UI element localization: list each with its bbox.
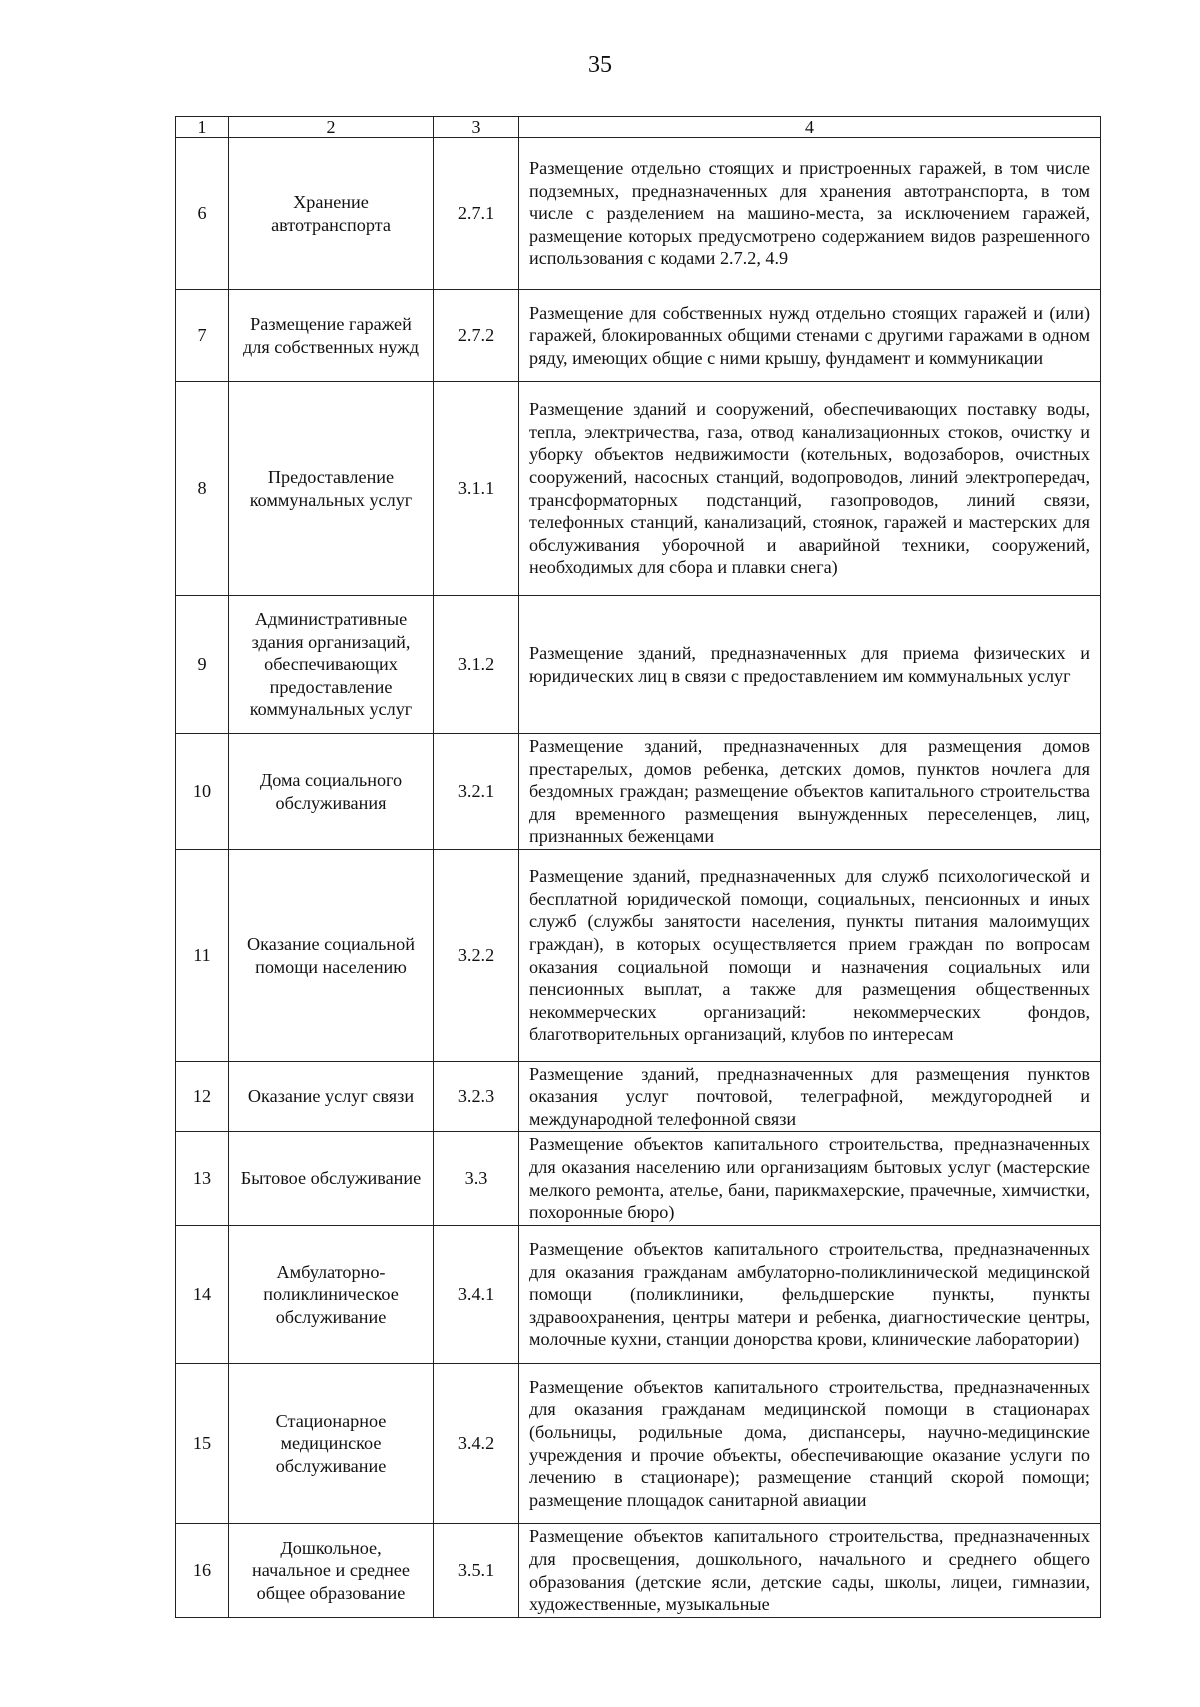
use-name: Размещение гаражей для собственных нужд bbox=[229, 290, 434, 382]
row-number: 12 bbox=[176, 1062, 229, 1132]
header-cell: 1 bbox=[176, 117, 229, 138]
row-number: 10 bbox=[176, 734, 229, 850]
use-code: 3.2.1 bbox=[434, 734, 519, 850]
use-description: Размещение зданий, предназначенных для служб психологической и бесплатной юридической помощи, социальных, пенсионных и иных служб (службы занятости населения, пункты питания малоимущих граждан), в которых осуществляется прием граждан по вопросам оказания социальной помощи и назначения социальных или пенсионных выплат, а также для размещения общественных некоммерческих организаций: некоммерческих фондов, благотворительных организаций, клубов по интересам bbox=[519, 850, 1101, 1062]
use-description: Размещение отдельно стоящих и пристроенных гаражей, в том числе подземных, предназначенных для хранения автотранспорта, в том числе с разделением на машино-места, за исключением гаражей, размещение которых предусмотрено содержанием видов разрешенного использования с кодами 2.7.2, 4.9 bbox=[519, 138, 1101, 290]
table-row bbox=[176, 138, 1101, 290]
table-row bbox=[176, 1132, 1101, 1226]
row-number: 9 bbox=[176, 596, 229, 734]
use-description: Размещение зданий, предназначенных для приема физических и юридических лиц в связи с предоставлением им коммунальных услуг bbox=[519, 596, 1101, 734]
table-row bbox=[176, 850, 1101, 1062]
row-number: 8 bbox=[176, 382, 229, 596]
table-row bbox=[176, 734, 1101, 850]
use-name: Хранение автотранспорта bbox=[229, 138, 434, 290]
row-number: 15 bbox=[176, 1364, 229, 1524]
row-number: 11 bbox=[176, 850, 229, 1062]
use-description: Размещение объектов капитального строительства, предназначенных для оказания гражданам медицинской помощи в стационарах (больницы, родильные дома, диспансеры, научно-медицинские учреждения и прочие объекты, обеспечивающие оказание услуги по лечению в стационаре); размещение станций скорой помощи; размещение площадок санитарной авиации bbox=[519, 1364, 1101, 1524]
use-name: Оказание социальной помощи населению bbox=[229, 850, 434, 1062]
use-code: 3.1.2 bbox=[434, 596, 519, 734]
row-number: 14 bbox=[176, 1226, 229, 1364]
use-description: Размещение зданий, предназначенных для размещения домов престарелых, домов ребенка, детских домов, пунктов ночлега для бездомных граждан; размещение объектов капитального строительства для временного размещения вынужденных переселенцев, лиц, признанных беженцами bbox=[519, 734, 1101, 850]
use-description: Размещение объектов капитального строительства, предназначенных для оказания гражданам амбулаторно-поликлинической медицинской помощи (поликлиники, фельдшерские пункты, пункты здравоохранения, центры матери и ребенка, диагностические центры, молочные кухни, станции донорства крови, клинические лаборатории) bbox=[519, 1226, 1101, 1364]
use-description: Размещение объектов капитального строительства, предназначенных для просвещения, дошкольного, начального и среднего общего образования (детские ясли, детские сады, школы, лицеи, гимназии, художественные, музыкальные bbox=[519, 1524, 1101, 1618]
use-name: Амбулаторно-поликлиническое обслуживание bbox=[229, 1226, 434, 1364]
use-code: 2.7.1 bbox=[434, 138, 519, 290]
page-number: 35 bbox=[588, 52, 612, 78]
use-code: 3.5.1 bbox=[434, 1524, 519, 1618]
table-row bbox=[176, 596, 1101, 734]
use-name: Административные здания организаций, обеспечивающих предоставление коммунальных услуг bbox=[229, 596, 434, 734]
table-row bbox=[176, 1364, 1101, 1524]
use-name: Дошкольное, начальное и среднее общее образование bbox=[229, 1524, 434, 1618]
table-row bbox=[176, 1226, 1101, 1364]
use-code: 2.7.2 bbox=[434, 290, 519, 382]
use-description: Размещение зданий, предназначенных для размещения пунктов оказания услуг почтовой, телеграфной, междугородней и международной телефонной связи bbox=[519, 1062, 1101, 1132]
use-code: 3.3 bbox=[434, 1132, 519, 1226]
use-code: 3.4.1 bbox=[434, 1226, 519, 1364]
use-description: Размещение объектов капитального строительства, предназначенных для оказания населению или организациям бытовых услуг (мастерские мелкого ремонта, ателье, бани, парикмахерские, прачечные, химчистки, похоронные бюро) bbox=[519, 1132, 1101, 1226]
header-cell: 3 bbox=[434, 117, 519, 138]
use-description: Размещение для собственных нужд отдельно стоящих гаражей и (или) гаражей, блокированных общими стенами с другими гаражами в одном ряду, имеющих общие с ними крышу, фундамент и коммуникации bbox=[519, 290, 1101, 382]
row-number: 16 bbox=[176, 1524, 229, 1618]
use-name: Дома социального обслуживания bbox=[229, 734, 434, 850]
row-number: 6 bbox=[176, 138, 229, 290]
header-cell: 2 bbox=[229, 117, 434, 138]
use-name: Предоставление коммунальных услуг bbox=[229, 382, 434, 596]
use-name: Бытовое обслуживание bbox=[229, 1132, 434, 1226]
use-code: 3.2.3 bbox=[434, 1062, 519, 1132]
table-row bbox=[176, 290, 1101, 382]
use-name: Оказание услуг связи bbox=[229, 1062, 434, 1132]
use-code: 3.4.2 bbox=[434, 1364, 519, 1524]
table-row bbox=[176, 382, 1101, 596]
use-code: 3.2.2 bbox=[434, 850, 519, 1062]
use-name: Стационарное медицинское обслуживание bbox=[229, 1364, 434, 1524]
use-description: Размещение зданий и сооружений, обеспечивающих поставку воды, тепла, электричества, газа, отвод канализационных стоков, очистку и уборку объектов недвижимости (котельных, водозаборов, очистных сооружений, насосных станций, водопроводов, линий электропередач, трансформаторных подстанций, газопроводов, линий связи, телефонных станций, канализаций, стоянок, гаражей и мастерских для обслуживания уборочной и аварийной техники, сооружений, необходимых для сбора и плавки снега) bbox=[519, 382, 1101, 596]
land-use-table bbox=[175, 116, 1101, 1618]
header-row bbox=[176, 117, 1101, 138]
use-code: 3.1.1 bbox=[434, 382, 519, 596]
table-row bbox=[176, 1524, 1101, 1618]
row-number: 7 bbox=[176, 290, 229, 382]
header-cell: 4 bbox=[519, 117, 1101, 138]
table-row bbox=[176, 1062, 1101, 1132]
row-number: 13 bbox=[176, 1132, 229, 1226]
